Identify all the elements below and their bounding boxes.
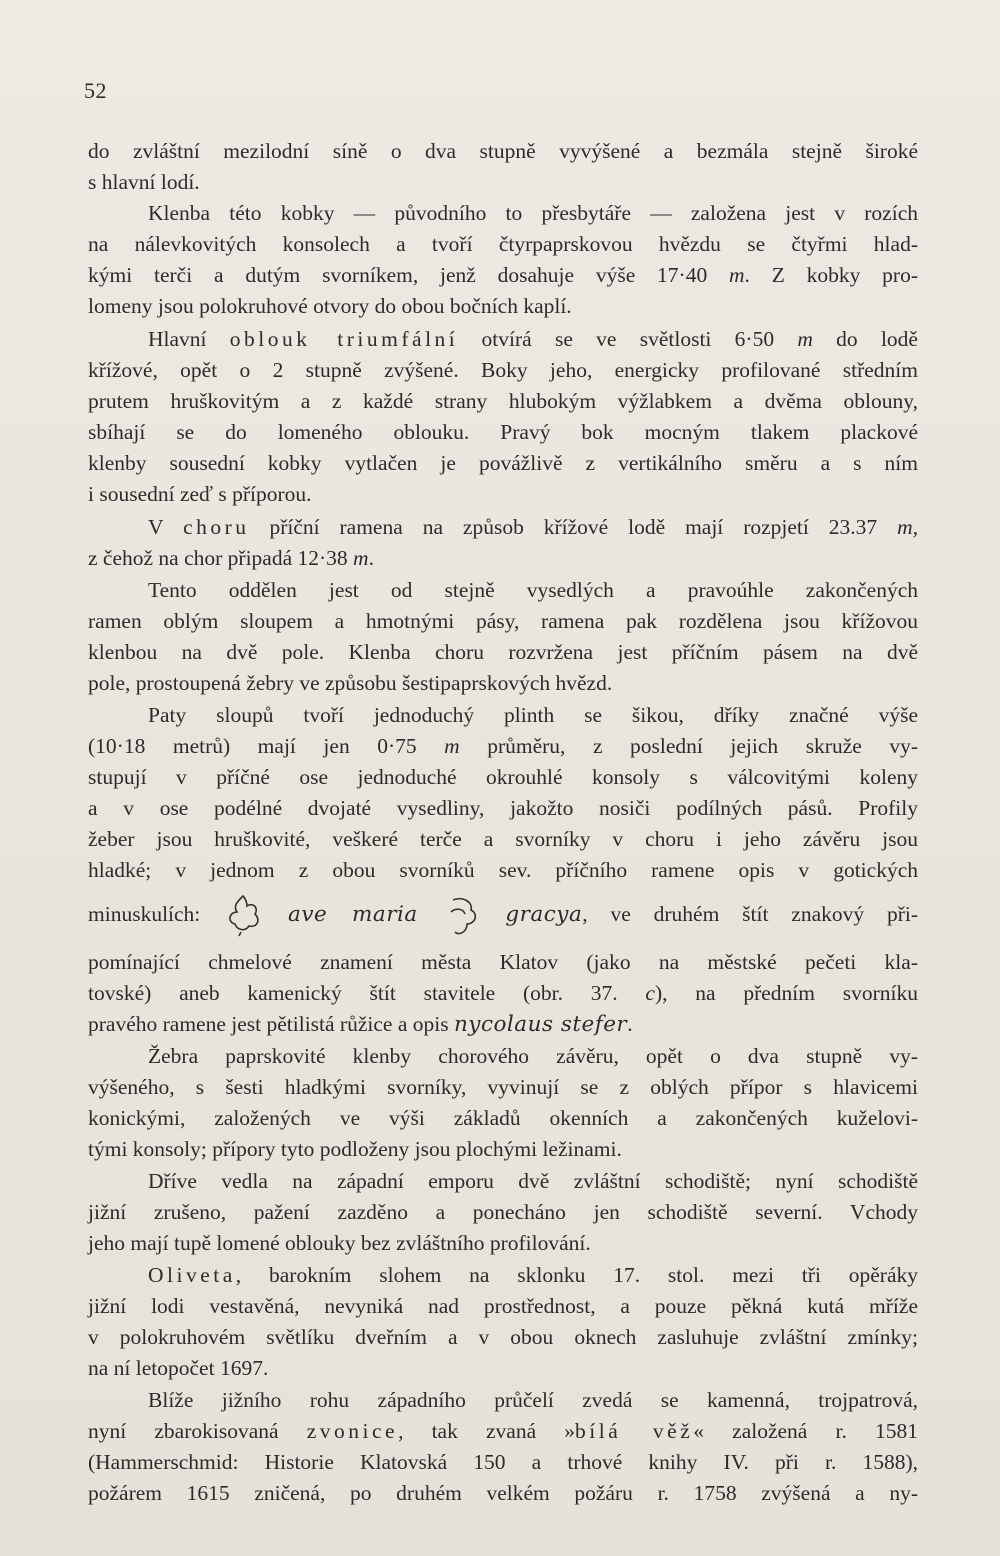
text-line (88, 1416, 918, 1446)
text-line (148, 324, 918, 354)
line-text: V (148, 515, 184, 539)
text-line (88, 136, 918, 166)
text-line (88, 947, 918, 977)
text-line (88, 291, 918, 321)
text-line (88, 1072, 918, 1102)
line-text: Tento oddělen jest od stejně vysedlých a pravoúhle zakončených (148, 578, 918, 602)
text-line (88, 260, 918, 290)
text-line (88, 355, 918, 385)
line-text: sbíhají se do lomeného oblouku. Pravý bok mocným tlakem plackové (88, 420, 918, 444)
line-text: prutem hruškovitým a z každé strany hlubokým výžlabkem a dvěma oblouny, (88, 389, 918, 413)
text-line (148, 1041, 918, 1071)
text-line (88, 543, 918, 573)
line-text: . Z kobky pro- (744, 263, 918, 287)
text-line (88, 417, 918, 447)
gothic-ornament-icon (441, 892, 483, 940)
line-text: jižní lodi vestavěná, nevyniká nad prostřednost, a pouze pěkná kutá mříže (88, 1294, 918, 1318)
line-text: stupují v příčné ose jednoduché okrouhlé konsoly s válcovitými koleny (88, 765, 918, 789)
line-text: nyní zbarokisovaná (88, 1419, 307, 1443)
line-text: « založená r. 1581 (693, 1419, 918, 1443)
text-line (88, 1134, 918, 1164)
line-text: pravého ramene jest pětilistá růžice a opis (88, 1012, 454, 1036)
page-number: 52 (84, 78, 107, 103)
text-line (148, 1260, 918, 1290)
text-line (148, 512, 918, 542)
text-line (88, 1447, 918, 1477)
text-line (88, 731, 918, 761)
text-line (148, 575, 918, 605)
line-text: pole, prostoupená žebry ve způsobu šestipaprskových hvězd. (88, 671, 613, 695)
unit-m: m (797, 327, 813, 351)
line-text: Paty sloupů tvoří jednoduchý plinth se šikou, dříky značné výše (148, 703, 918, 727)
line-text: lomeny jsou polokruhové otvory do obou bočních kaplí. (88, 294, 572, 318)
line-text: i sousední zeď s příporou. (88, 482, 312, 506)
gothic-inscription: gracya (505, 902, 583, 927)
line-text: . (368, 546, 374, 570)
text-line (88, 978, 918, 1008)
text-line (88, 1322, 918, 1352)
line-text: do zvláštní mezilodní síně o dva stupně vyvýšené a bezmála stejně široké (88, 139, 918, 163)
line-text: (Hammerschmid: Historie Klatovská 150 a trhové knihy IV. při r. 1588), (88, 1450, 918, 1474)
line-text: klenbou na dvě pole. Klenba choru rozvržena jest příčním pásem na dvě (88, 640, 918, 664)
spaced-term: choru (183, 515, 250, 539)
text-line (148, 700, 918, 730)
spaced-term: oblouk triumfální (229, 327, 459, 351)
text-line (88, 855, 918, 885)
line-text: průměru, z poslední jejich skruže vy- (459, 734, 918, 758)
gothic-inscription: ave maria (288, 902, 418, 927)
text-line (88, 229, 918, 259)
line-text: a v ose podélné dvojaté vysedliny, jakožto nosiči podílných pásů. Profily (88, 796, 918, 820)
line-text: otvírá se ve světlosti 6·50 (458, 327, 798, 351)
text-line (88, 386, 918, 416)
text-line (148, 1385, 918, 1415)
text-line (88, 1353, 918, 1383)
line-text: , tak zvaná » (398, 1419, 576, 1443)
text-line (88, 762, 918, 792)
line-text: (10·18 metrů) mají jen 0·75 (88, 734, 445, 758)
line-text: klenby sousední kobky vytlačen je povážlivě z vertikálního směru a s ním (88, 451, 918, 475)
text-line (88, 606, 918, 636)
text-line (148, 198, 918, 228)
line-text: , ve druhém štít znakový při- (582, 902, 919, 926)
text-line (88, 1197, 918, 1227)
line-text: Dříve vedla na západní emporu dvě zvláštní schodiště; nyní schodiště (148, 1169, 918, 1193)
line-text: ramen oblým sloupem a hmotnými pásy, ramena pak rozdělena jsou křížovou (88, 609, 918, 633)
line-text: Klenba této kobky — původního to přesbytáře — založena jest v rozích (148, 201, 918, 225)
line-text: v polokruhovém světlíku dveřním a v obou oknech zasluhuje zvláštní zmínky; (88, 1325, 918, 1349)
line-text: z čehož na chor připadá 12·38 (88, 546, 354, 570)
line-text: . (627, 1012, 633, 1036)
line-text: na nálevkovitých konsolech a tvoří čtyrpaprskovou hvězdu se čtyřmi hlad- (88, 232, 918, 256)
figure-ref: c (645, 981, 655, 1005)
line-text: hladké; v jednom z obou svorníků sev. příčního ramene opis v gotických (88, 858, 918, 882)
line-text: na ní letopočet 1697. (88, 1356, 269, 1380)
text-line (88, 1103, 918, 1133)
unit-m: m (353, 546, 369, 570)
line-text: tými konsoly; přípory tyto podloženy jsou plochými ležinami. (88, 1137, 622, 1161)
line-text: jeho mají tupě lomené oblouky bez zvláštního profilování. (88, 1231, 591, 1255)
unit-m: m (444, 734, 460, 758)
spaced-term: Oliveta (148, 1263, 236, 1287)
text-line (148, 1166, 918, 1196)
text-line (88, 637, 918, 667)
spaced-term: zvonice (306, 1419, 399, 1443)
text-line (88, 1478, 918, 1508)
line-text: výšeného, s šesti hladkými svorníky, vyvinují se z oblých přípor s hlavicemi (88, 1075, 918, 1099)
text-line (88, 1228, 918, 1258)
line-text: , barokním slohem na sklonku 17. stol. mezi tři opěráky (235, 1263, 918, 1287)
line-text: minuskulích: (88, 902, 201, 926)
unit-m: m (729, 263, 745, 287)
line-text: ), na předním svorníku (654, 981, 918, 1005)
line-text: příční ramena na způsob křížové lodě mají rozpjetí 23.37 (249, 515, 898, 539)
line-text: pomínající chmelové znamení města Klatov (jako na městské pečeti kla- (88, 950, 918, 974)
line-text: Blíže jižního rohu západního průčelí zvedá se kamenná, trojpatrová, (148, 1388, 918, 1412)
gothic-inscription: nycolaus stefer (453, 1012, 628, 1037)
text-line (88, 793, 918, 823)
line-text: konickými, založených ve výši základů okenních a zakončených kuželovi- (88, 1106, 918, 1130)
line-text: žeber jsou hruškovité, veškeré terče a svorníky v choru i jeho závěru jsou (88, 827, 918, 851)
line-text: požárem 1615 zničená, po druhém velkém požáru r. 1758 zvýšená a ny- (88, 1481, 918, 1505)
line-text: Hlavní (148, 327, 230, 351)
line-text: do lodě (812, 327, 918, 351)
text-line (88, 448, 918, 478)
text-line (88, 479, 918, 509)
line-text: s hlavní lodí. (88, 170, 200, 194)
text-line (88, 824, 918, 854)
line-text: Žebra paprskovité klenby chorového závěru, opět o dva stupně vy- (148, 1044, 918, 1068)
text-line (88, 668, 918, 698)
line-text: kými terči a dutým svorníkem, jenž dosahuje výše 17·40 (88, 263, 729, 287)
gothic-ornament-icon (223, 892, 265, 940)
text-line (88, 1291, 918, 1321)
line-text: jižní zrušeno, pažení zazděno a ponecháno jen schodiště severní. Vchody (88, 1200, 918, 1224)
line-text: tovské) aneb kamenický štít stavitele (obr. 37. (88, 981, 646, 1005)
unit-m: m, (897, 515, 918, 539)
text-line-with-ornaments (88, 890, 918, 940)
text-line (88, 167, 918, 197)
line-text: křížové, opět o 2 stupně zvýšené. Boky jeho, energicky profilované středním (88, 358, 918, 382)
spaced-term: bílá věž (575, 1419, 694, 1443)
text-line (88, 1009, 918, 1040)
